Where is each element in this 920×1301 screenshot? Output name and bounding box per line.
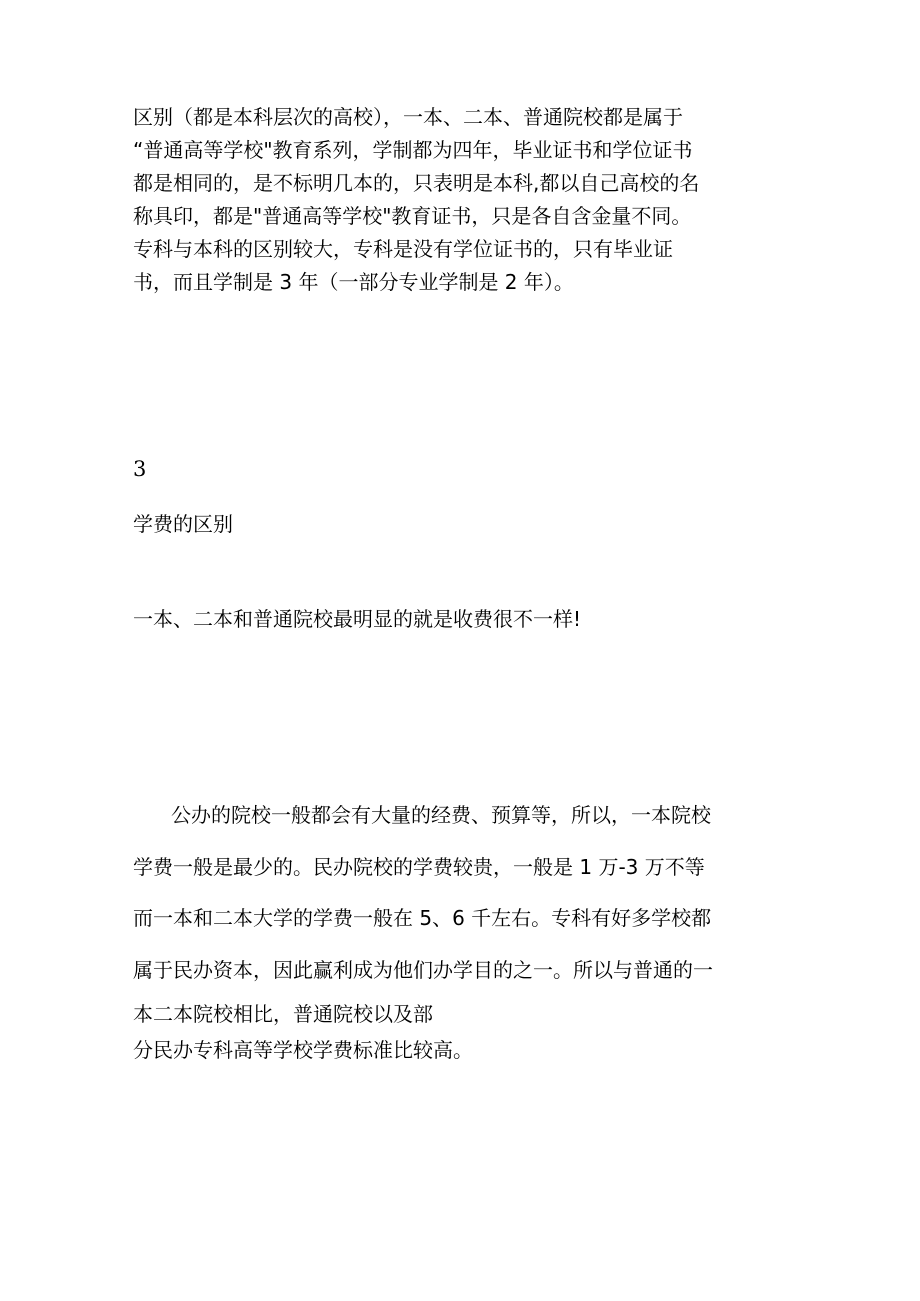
paragraph-line: 分民办专科高等学校学费标准比较高。 (133, 1038, 473, 1063)
paragraph-line: 专科与本科的区别较大，专科是没有学位证书的，只有毕业证 (133, 237, 673, 261)
paragraph-line: 本二本院校相比，普通院校以及部 (133, 1002, 433, 1027)
paragraph-line: 学费一般是最少的。民办院校的学费较贵，一般是 1 万-3 万不等 (133, 854, 705, 879)
paragraph-tuition-details (133, 790, 713, 1068)
paragraph-line: 称具印，都是"普通高等学校"教育证书，只是各自含金量不同。 (133, 204, 692, 228)
paragraph-line: “普通高等学校"教育系列，学制都为四年，毕业证书和学位证书 (133, 138, 693, 162)
section-title: 学费的区别 (133, 512, 233, 536)
paragraph-line: 区别（都是本科层次的高校），一本、二本、普通院校都是属于 (133, 105, 683, 129)
paragraph-line: 都是相同的，是不标明几本的，只表明是本科,都以自己高校的名 (133, 171, 700, 195)
paragraph-degree-comparison (133, 101, 699, 299)
section-number: 3 (133, 457, 147, 481)
paragraph-line: 属于民办资本，因此赢利成为他们办学目的之一。所以与普通的一 (133, 957, 713, 982)
paragraph-line: 书，而且学制是 3 年（一部分专业学制是 2 年）。 (133, 270, 574, 294)
paragraph-fee-difference: 一本、二本和普通院校最明显的就是收费很不一样! (133, 607, 582, 631)
paragraph-line: 公办的院校一般都会有大量的经费、预算等，所以，一本院校 (171, 803, 711, 827)
paragraph-line: 而一本和二本大学的学费一般在 5、6 千左右。专科有好多学校都 (133, 906, 712, 931)
